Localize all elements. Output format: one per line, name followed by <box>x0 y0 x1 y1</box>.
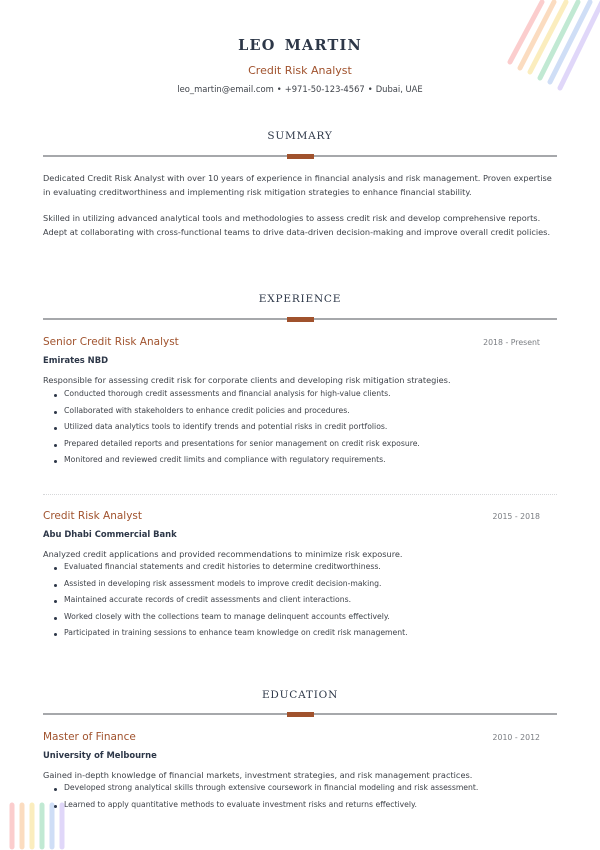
degree-title: Master of Finance <box>43 731 136 743</box>
bullet-item: Conducted thorough credit assessments and financial analysis for high-value clients. <box>52 389 420 406</box>
contact-line <box>0 84 600 94</box>
job-title: Senior Credit Risk Analyst <box>43 336 179 348</box>
summary-paragraph: Dedicated Credit Risk Analyst with over 10 years of experience in financial analysis and risk management. Proven expertise in evaluating creditworthiness and implementing risk mitigation strategies to enhance financial stability. <box>43 173 552 197</box>
education-heading: EDUCATION <box>261 689 339 701</box>
section-divider <box>43 713 557 715</box>
bullet-item: Worked closely with the collections team to manage delinquent accounts effectively. <box>52 612 408 629</box>
divider-accent <box>287 712 314 717</box>
separator-dot: • <box>276 84 282 94</box>
candidate-title: Credit Risk Analyst <box>248 64 352 77</box>
bullet-item: Participated in training sessions to enhance team knowledge on credit risk management. <box>52 628 408 645</box>
divider-accent <box>287 154 314 159</box>
bullet-item: Utilized data analytics tools to identify trends and potential risks in credit portfolios. <box>52 422 420 439</box>
job-bullets <box>52 562 408 645</box>
job-dates: 2018 - Present <box>483 338 540 347</box>
summary-paragraph: Skilled in utilizing advanced analytical tools and methodologies to assess credit risk and develop comprehensive reports. Adept at collaborating with cross-functional teams to drive data-driven decision-making and improve overall credit policies. <box>43 213 551 237</box>
experience-heading: EXPERIENCE <box>258 293 342 305</box>
job-dates: 2015 - 2018 <box>492 512 540 521</box>
company-name: Emirates NBD <box>43 355 109 365</box>
school-name: University of Melbourne <box>43 750 157 760</box>
bullet-item: Monitored and reviewed credit limits and compliance with regulatory requirements. <box>52 455 420 472</box>
entry-divider <box>43 494 557 495</box>
section-divider <box>43 155 557 157</box>
summary-heading: SUMMARY <box>267 130 333 142</box>
bullet-item: Evaluated financial statements and credit histories to determine creditworthiness. <box>52 562 408 579</box>
bullet-item: Assisted in developing risk assessment models to improve credit decision-making. <box>52 579 408 596</box>
contact-phone[interactable]: +971-50-123-4567 <box>284 84 365 94</box>
company-name: Abu Dhabi Commercial Bank <box>43 529 177 539</box>
bullet-item: Prepared detailed reports and presentations for senior management on credit risk exposure. <box>52 439 420 456</box>
job-bullets <box>52 389 420 472</box>
education-description: Gained in-depth knowledge of financial markets, investment strategies, and risk management practices. <box>43 770 473 780</box>
section-divider <box>43 318 557 320</box>
contact-email[interactable]: leo_martin@email.com <box>177 84 274 94</box>
job-title: Credit Risk Analyst <box>43 510 143 522</box>
bullet-item: Maintained accurate records of credit assessments and client interactions. <box>52 595 408 612</box>
bullet-item: Learned to apply quantitative methods to evaluate investment risks and returns effectively. <box>52 800 478 817</box>
job-description: Analyzed credit applications and provided recommendations to minimize risk exposure. <box>43 549 403 559</box>
separator-dot: • <box>367 84 373 94</box>
bullet-item: Developed strong analytical skills through extensive coursework in financial modeling and risk assessment. <box>52 783 478 800</box>
divider-accent <box>287 317 314 322</box>
job-description: Responsible for assessing credit risk for corporate clients and developing risk mitigation strategies. <box>43 375 451 385</box>
candidate-name: LEO MARTIN <box>238 37 362 54</box>
contact-location: Dubai, UAE <box>375 84 423 94</box>
bullet-item: Collaborated with stakeholders to enhance credit policies and procedures. <box>52 406 420 423</box>
education-dates: 2010 - 2012 <box>492 733 540 742</box>
education-bullets <box>52 783 478 816</box>
